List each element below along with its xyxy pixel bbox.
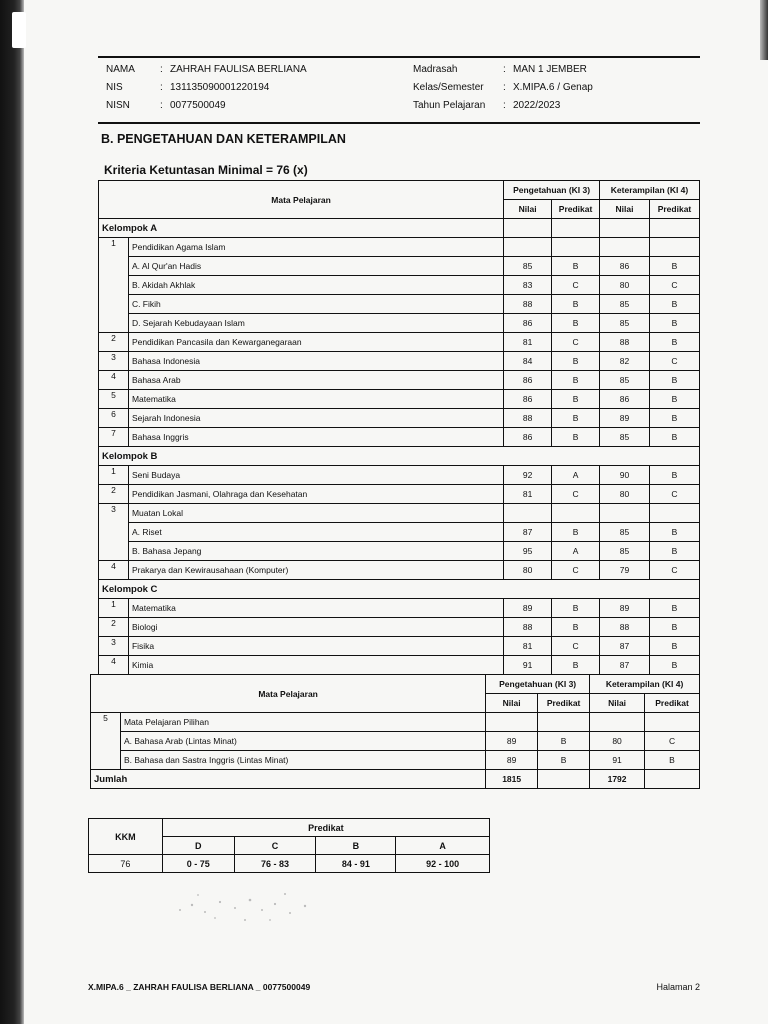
subject-name: Matematika [128,390,503,409]
subject-name: A. Al Qur'an Hadis [128,257,503,276]
nisn-value: 0077500049 [170,100,226,111]
nilai-pengetahuan: 86 [504,390,552,409]
row-number: 3 [99,352,129,371]
nilai-header: Nilai [486,694,538,713]
predikat-keterampilan: B [649,466,699,485]
subject-row [99,504,700,523]
grade-c: C [234,837,316,855]
predikat-header: Predikat [538,694,590,713]
subject-name: Kimia [128,656,503,675]
predikat-pengetahuan: B [552,409,600,428]
nilai-pengetahuan: 86 [504,371,552,390]
subject-row [91,751,700,770]
subject-row [99,523,700,542]
row-number: 6 [99,409,129,428]
header-row [99,181,700,200]
grade-a: A [396,837,490,855]
row-number: 1 [99,238,129,333]
nilai-header: Nilai [600,200,650,219]
subject-row [99,428,700,447]
row-number: 5 [99,390,129,409]
nilai-keterampilan: 86 [600,390,650,409]
subject-row [99,276,700,295]
subject-row [91,732,700,751]
subject-name: Biologi [128,618,503,637]
predikat-pengetahuan: A [552,466,600,485]
predikat-header: Predikat [552,200,600,219]
subject-name: C. Fikih [128,295,503,314]
kkm-range-row [89,855,490,873]
nilai-pengetahuan: 95 [504,542,552,561]
subject-name: Prakarya dan Kewirausahaan (Komputer) [128,561,503,580]
nilai-keterampilan [590,713,645,732]
nilai-pengetahuan: 88 [504,409,552,428]
nilai-keterampilan: 85 [600,523,650,542]
subject-name: B. Bahasa Jepang [128,542,503,561]
nilai-keterampilan: 85 [600,371,650,390]
nilai-pengetahuan: 81 [504,485,552,504]
range-d: 0 - 75 [162,855,234,873]
predikat-keterampilan: B [649,390,699,409]
nilai-keterampilan: 88 [600,333,650,352]
subject-row [99,561,700,580]
nilai-keterampilan: 87 [600,656,650,675]
row-number: 1 [99,466,129,485]
subject-name: B. Bahasa dan Sastra Inggris (Lintas Minat) [120,751,485,770]
empty-cell [649,219,699,238]
jumlah-label: Jumlah [91,770,486,789]
row-number: 2 [99,333,129,352]
row-number: 3 [99,637,129,656]
nisn-label: NISN [106,100,130,111]
predikat-pengetahuan: B [552,599,600,618]
range-c: 76 - 83 [234,855,316,873]
madrasah-value: MAN 1 JEMBER [513,64,587,75]
row-number: 4 [99,371,129,390]
empty-cell [552,219,600,238]
header-row [91,675,700,694]
subject-row [91,713,700,732]
subject-row [99,409,700,428]
predikat-pengetahuan: C [552,561,600,580]
kelompok-b-label: Kelompok B [99,447,700,466]
keterampilan-header: Keterampilan (KI 4) [600,181,700,200]
predikat-keterampilan [649,504,699,523]
predikat-keterampilan: B [649,371,699,390]
kkm-title: Kriteria Ketuntasan Minimal = 76 (x) [104,163,308,177]
range-a: 92 - 100 [396,855,490,873]
predikat-keterampilan: B [649,637,699,656]
kelas-label: Kelas/Semester [413,82,484,93]
pengetahuan-header: Pengetahuan (KI 3) [486,675,590,694]
predikat-keterampilan: B [649,257,699,276]
nilai-keterampilan: 85 [600,295,650,314]
nilai-pengetahuan: 88 [504,618,552,637]
subject-name: Mata Pelajaran Pilihan [120,713,485,732]
predikat-keterampilan: B [645,751,700,770]
row-number: 1 [99,599,129,618]
nilai-keterampilan: 85 [600,542,650,561]
kelompok-a-rows [99,238,700,447]
nilai-pengetahuan: 84 [504,352,552,371]
empty-cell [504,219,552,238]
madrasah-label: Madrasah [413,64,458,75]
predikat-pengetahuan: B [552,523,600,542]
kkm-value: 76 [89,855,163,873]
row-number: 7 [99,428,129,447]
nilai-header: Nilai [504,200,552,219]
row-number: 3 [99,504,129,561]
subject-row [99,314,700,333]
predikat-keterampilan: B [649,314,699,333]
subject-row [99,352,700,371]
nama-label: NAMA [106,64,135,75]
predikat-pengetahuan: C [552,276,600,295]
row-number: 2 [99,485,129,504]
predikat-pengetahuan: B [552,257,600,276]
nilai-pengetahuan: 91 [504,656,552,675]
row-number: 4 [99,656,129,675]
nilai-pengetahuan: 85 [504,257,552,276]
nilai-pengetahuan: 86 [504,428,552,447]
jumlah-pengetahuan: 1815 [486,770,538,789]
predikat-keterampilan: B [649,295,699,314]
grade-d: D [162,837,234,855]
nilai-pengetahuan [504,504,552,523]
colon: : [503,82,506,93]
jumlah-keterampilan: 1792 [590,770,645,789]
subject-row [99,618,700,637]
nilai-keterampilan: 85 [600,314,650,333]
nilai-keterampilan: 86 [600,257,650,276]
nilai-pengetahuan: 89 [486,732,538,751]
subject-row [99,466,700,485]
predikat-keterampilan: B [649,599,699,618]
predikat-keterampilan: B [649,409,699,428]
nilai-pengetahuan: 89 [504,599,552,618]
nilai-pengetahuan: 87 [504,523,552,542]
colon: : [160,64,163,75]
row-number: 5 [91,713,121,770]
subject-name: Pendidikan Pancasila dan Kewarganegaraan [128,333,503,352]
nama-value: ZAHRAH FAULISA BERLIANA [170,64,307,75]
predikat-keterampilan: B [649,618,699,637]
empty-cell [600,219,650,238]
subject-name: B. Akidah Akhlak [128,276,503,295]
pengetahuan-header: Pengetahuan (KI 3) [504,181,600,200]
predikat-pengetahuan: C [552,333,600,352]
subject-row [99,333,700,352]
subject-name: Fisika [128,637,503,656]
keterampilan-header: Keterampilan (KI 4) [590,675,700,694]
predikat-pengetahuan: A [552,542,600,561]
mata-pelajaran-header: Mata Pelajaran [99,181,504,219]
nilai-pengetahuan: 88 [504,295,552,314]
kelas-value: X.MIPA.6 / Genap [513,82,593,93]
nis-value: 131135090001220194 [170,82,270,93]
nilai-pengetahuan: 92 [504,466,552,485]
nilai-keterampilan: 88 [600,618,650,637]
predikat-keterampilan: C [645,732,700,751]
subject-row [99,656,700,675]
predikat-pengetahuan: B [552,428,600,447]
subject-name: Pendidikan Jasmani, Olahraga dan Kesehatan [128,485,503,504]
subject-name: Pendidikan Agama Islam [128,238,503,257]
grade-b: B [316,837,396,855]
section-title: B. PENGETAHUAN DAN KETERAMPILAN [101,132,346,146]
kelompok-b-rows [99,466,700,580]
nilai-keterampilan: 79 [600,561,650,580]
group-row [99,447,700,466]
subject-row [99,485,700,504]
subject-row [99,371,700,390]
tahun-label: Tahun Pelajaran [413,100,486,111]
nilai-pengetahuan: 81 [504,637,552,656]
nilai-keterampilan: 80 [600,276,650,295]
nilai-keterampilan: 89 [600,599,650,618]
nilai-pengetahuan: 81 [504,333,552,352]
subject-name: Bahasa Inggris [128,428,503,447]
predikat-pengetahuan: B [538,732,590,751]
predikat-pengetahuan: B [552,352,600,371]
nilai-keterampilan: 80 [590,732,645,751]
predikat-pengetahuan: C [552,485,600,504]
nilai-keterampilan: 82 [600,352,650,371]
subject-name: Sejarah Indonesia [128,409,503,428]
nilai-pengetahuan [504,238,552,257]
nilai-keterampilan: 80 [600,485,650,504]
grades-table [98,180,700,675]
predikat-keterampilan: C [649,485,699,504]
subject-row [99,295,700,314]
colon: : [503,100,506,111]
predikat-pengetahuan [552,238,600,257]
subject-row [99,390,700,409]
predikat-pengetahuan: B [552,314,600,333]
subject-row [99,542,700,561]
predikat-keterampilan [645,713,700,732]
nis-label: NIS [106,82,123,93]
predikat-pengetahuan: B [538,751,590,770]
subject-row [99,257,700,276]
nilai-keterampilan: 85 [600,428,650,447]
student-header [98,56,700,124]
predikat-keterampilan: C [649,561,699,580]
colon: : [160,100,163,111]
nilai-keterampilan: 87 [600,637,650,656]
predikat-keterampilan: B [649,542,699,561]
nilai-keterampilan: 91 [590,751,645,770]
predikat-pengetahuan [538,713,590,732]
tahun-value: 2022/2023 [513,100,561,111]
kkm-table [88,818,490,873]
empty-cell [538,770,590,789]
subject-name: D. Sejarah Kebudayaan Islam [128,314,503,333]
predikat-pengetahuan: B [552,390,600,409]
subject-row [99,637,700,656]
subject-name: A. Bahasa Arab (Lintas Minat) [120,732,485,751]
kkm-header: KKM [89,819,163,855]
predikat-header: Predikat [162,819,489,837]
predikat-keterampilan: B [649,523,699,542]
predikat-keterampilan [649,238,699,257]
nilai-keterampilan: 90 [600,466,650,485]
kelompok-a-label: Kelompok A [99,219,504,238]
predikat-pengetahuan: B [552,371,600,390]
subject-name: Matematika [128,599,503,618]
predikat-pengetahuan: B [552,618,600,637]
predikat-keterampilan: B [649,333,699,352]
subject-name: Bahasa Indonesia [128,352,503,371]
footer-student-info: X.MIPA.6 _ ZAHRAH FAULISA BERLIANA _ 0077500049 [88,982,311,992]
nilai-keterampilan [600,504,650,523]
pilihan-rows [91,713,700,770]
group-row [99,219,700,238]
colon: : [503,64,506,75]
faint-stamp-mark [150,880,350,930]
colon: : [160,82,163,93]
mata-pelajaran-header: Mata Pelajaran [91,675,486,713]
predikat-pengetahuan: C [552,637,600,656]
kelompok-c-rows [99,599,700,675]
predikat-header: Predikat [649,200,699,219]
subject-row [99,599,700,618]
nilai-header: Nilai [590,694,645,713]
jumlah-row [91,770,700,789]
empty-cell [645,770,700,789]
subject-name: Seni Budaya [128,466,503,485]
kkm-header-row [89,819,490,837]
nilai-keterampilan: 89 [600,409,650,428]
nilai-pengetahuan: 80 [504,561,552,580]
nilai-pengetahuan: 83 [504,276,552,295]
group-row [99,580,700,599]
row-number: 4 [99,561,129,580]
nilai-keterampilan [600,238,650,257]
row-number: 2 [99,618,129,637]
predikat-keterampilan: B [649,428,699,447]
subject-name: Muatan Lokal [128,504,503,523]
predikat-header: Predikat [645,694,700,713]
range-b: 84 - 91 [316,855,396,873]
subject-name: A. Riset [128,523,503,542]
predikat-keterampilan: B [649,656,699,675]
predikat-pengetahuan: B [552,656,600,675]
kelompok-c-label: Kelompok C [99,580,700,599]
predikat-pengetahuan: B [552,295,600,314]
pilihan-table [90,674,700,789]
subject-row [99,238,700,257]
nilai-pengetahuan: 89 [486,751,538,770]
predikat-keterampilan: C [649,276,699,295]
subject-name: Bahasa Arab [128,371,503,390]
predikat-keterampilan: C [649,352,699,371]
page-number: Halaman 2 [656,982,700,992]
nilai-pengetahuan [486,713,538,732]
nilai-pengetahuan: 86 [504,314,552,333]
predikat-pengetahuan [552,504,600,523]
